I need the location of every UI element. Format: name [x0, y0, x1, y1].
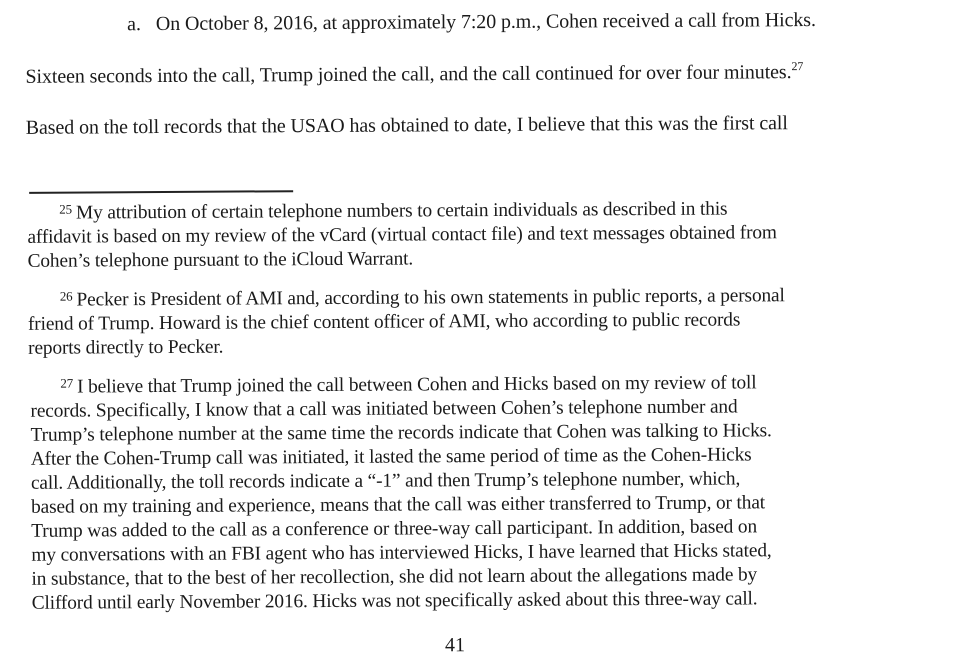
footnote-27-line-3	[31, 420, 772, 447]
body-line-3	[26, 111, 788, 140]
footnote-27-line-4	[31, 444, 752, 470]
footnote-text: affidavit is based on my review of the vCard (virtual contact file) and text messages obtained from	[27, 222, 777, 248]
body-line-3-text: Based on the toll records that the USAO has obtained to date, I believe that this was the first call	[25, 112, 788, 139]
footnote-text: After the Cohen-Trump call was initiated, it lasted the same period of time as the Cohen-Hicks	[30, 444, 752, 470]
body-line-1-text: On October 8, 2016, at approximately 7:20 p.m., Cohen received a call from Hicks.	[155, 9, 816, 36]
footnote-separator	[29, 190, 293, 193]
footnote-number: 25	[59, 201, 73, 217]
footnote-text: My attribution of certain telephone numbers to certain individuals as described in this	[75, 198, 728, 224]
footnote-text: reports directly to Pecker.	[28, 336, 224, 359]
footnote-27-line-8	[31, 540, 771, 567]
footnote-text: Trump’s telephone number at the same time the records indicate that Cohen was talking to Hicks.	[30, 420, 772, 446]
footnote-text: my conversations with an FBI agent who has interviewed Hicks, I have learned that Hicks stated,	[31, 540, 772, 566]
footnote-27-line-2	[30, 396, 737, 422]
footnote-number: 27	[60, 375, 74, 391]
footnote-text: in substance, that to the best of her recollection, she did not learn about the allegations made by	[31, 564, 758, 590]
footnote-25-line-1	[59, 199, 727, 225]
footnote-25-line-2	[27, 222, 777, 249]
footnote-27-line-5	[31, 468, 740, 494]
footnote-text: Clifford until early November 2016. Hicks was not specifically asked about this three-way call.	[31, 588, 758, 614]
footnote-27-line-9	[31, 564, 757, 590]
footnote-27-line-10	[32, 588, 758, 614]
footnote-text: I believe that Trump joined the call between Cohen and Hicks based on my review of toll	[76, 372, 757, 398]
footnote-text: based on my training and experience, means that the call was either transferred to Trump, or that	[31, 492, 766, 518]
footnote-text: Pecker is President of AMI and, according to his own statements in public reports, a personal	[76, 285, 785, 311]
footnote-27-line-7	[31, 516, 757, 542]
footnote-ref-27: 27	[791, 59, 804, 74]
body-line-2-text: Sixteen seconds into the call, Trump joined the call, and the call continued for over four minutes.	[25, 61, 792, 88]
body-line-1	[127, 8, 816, 36]
footnote-text: Cohen’s telephone pursuant to the iCloud Warrant.	[27, 248, 414, 272]
footnote-26-line-2	[28, 309, 740, 335]
footnote-25-line-3	[28, 248, 414, 272]
footnote-text: call. Additionally, the toll records indicate a “-1” and then Trump’s telephone number, which,	[30, 468, 741, 494]
footnote-text: friend of Trump. Howard is the chief content officer of AMI, who according to public records	[27, 309, 741, 335]
footnote-text: records. Specifically, I know that a call was initiated between Cohen’s telephone number and	[30, 396, 738, 422]
footnote-text: Trump was added to the call as a conference or three-way call participant. In addition, based on	[31, 516, 758, 542]
footnote-27-line-6	[31, 492, 765, 518]
item-marker: a.	[127, 13, 141, 36]
body-line-2	[25, 60, 803, 89]
footnote-26-line-3	[28, 337, 223, 360]
footnote-number: 26	[59, 288, 73, 304]
footnote-27-line-1	[60, 372, 756, 398]
page-number: 41	[444, 634, 465, 657]
footnote-26-line-1	[60, 285, 785, 311]
